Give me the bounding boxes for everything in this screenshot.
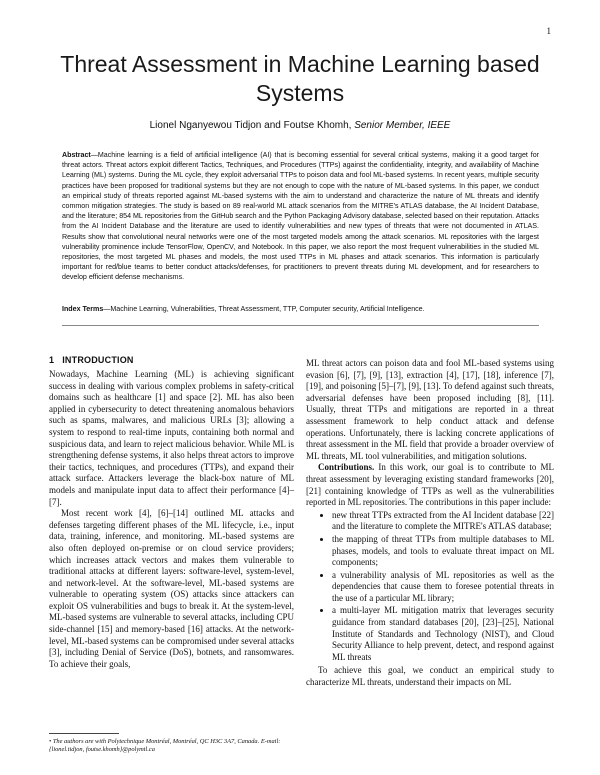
author-role: Senior Member, IEEE (354, 120, 451, 131)
author-names: Lionel Nganyewou Tidjon and Foutse Khomh, (149, 120, 355, 131)
goal-paragraph: To achieve this goal, we conduct an empirical study to characterize ML threats, understand their impacts on ML (306, 665, 554, 688)
intro-paragraph-1: Nowadays, Machine Learning (ML) is achieving significant success in dealing with various complex problems in safety-critical domains such as healthcare [1] and space [2]. ML has also been applied in cybersecurity to detect threatening anomalous behaviors such as spams, malwares, and malicious URLs [3]; allowing a system to respond to real-time inputs, containing both normal and suspicious data, and learn to reject malicious behavior. While ML is strengthening defense systems, it also helps threat actors to improve their tactics, techniques, and procedures (TTPs), and expand their attack surface. Attackers leverage the black-box nature of ML models and manipulate input data to affect their performance [4]–[7]. (49, 369, 294, 507)
intro-paragraph-2: Most recent work [4], [6]–[14] outlined ML attacks and defenses targeting different phases of the ML lifecycle, i.e., input data, training, inference, and monitoring. ML-based systems are also often deployed on-premise or on cloud service providers; which increases attack vectors and makes them vulnerable to traditional attacks at different layers: software-level, system-level, and network-level. At the software-level, ML-based systems are vulnerable to operating system (OS) attacks since attackers can exploit OS vulnerabilities and bugs to break it. At the system-level, ML-based systems are vulnerable to several attacks, including CPU side-channel [15] and memory-based [16] attacks. At the network-level, ML-based systems can be compromised under several attacks [3], including Denial of Service (DoS), botnets, and ransomwares. To achieve their goals, (49, 508, 294, 669)
abstract-label: Abstract (62, 151, 91, 159)
list-item: • new threat TTPs extracted from the AI Incident database [22] and the literature to complete the MITRE's ATLAS database; (332, 510, 554, 533)
list-item: • a multi-layer ML mitigation matrix that leverages security guidance from standard databases [20], [23]–[25], National Institute of Standards and Technology (NIST), and Cloud Security Alliance to help prevent, detect, and respond against ML threats (332, 605, 554, 663)
index-terms-label: Index Terms (62, 305, 104, 313)
footnote-rule (49, 733, 119, 734)
list-item: • the mapping of threat TTPs from multiple databases to ML phases, models, and tools to evaluate threat impact on ML components; (332, 534, 554, 569)
page-number: 1 (546, 26, 551, 36)
section-title: INTRODUCTION (62, 355, 134, 365)
section-heading (49, 355, 294, 365)
index-terms (62, 304, 539, 314)
paper-title: Threat Assessment in Machine Learning based Systems (60, 51, 540, 106)
right-column (306, 358, 554, 689)
separator-rule (62, 325, 539, 326)
contributions-paragraph (306, 462, 554, 508)
contributions-label: Contributions. (318, 462, 375, 473)
author-line (30, 119, 570, 132)
abstract (62, 150, 539, 283)
list-item: • a vulnerability analysis of ML repositories as well as the dependencies that cause them to foresee potential threats in the use of a particular ML library; (332, 570, 554, 605)
contributions-list (306, 510, 554, 664)
section-number: 1 (49, 355, 55, 365)
contributions-text: In this work, our goal is to contribute to ML threat assessment by leveraging existing standard frameworks [20], [21] containing knowledge of TTPs as well as the vulnerabilities reported in ML repositories. The contributions in this paper include: (306, 462, 554, 508)
index-terms-text: —Machine Learning, Vulnerabilities, Threat Assessment, TTP, Computer security, Artificial Intelligence. (103, 305, 425, 313)
left-column (49, 355, 294, 670)
footnote-text: The authors are with Polytechnique Montréal, Montréal, QC H3C 3A7, Canada. E-mail: {lionel.tidjon, foutse.khomh}@polymtl.ca (49, 738, 281, 754)
author-footnote: • The authors are with Polytechnique Montréal, Montréal, QC H3C 3A7, Canada. E-mail: {lionel.tidjon, foutse.khomh}@polymtl.ca (49, 738, 281, 754)
intro-paragraph-3: ML threat actors can poison data and fool ML-based systems using evasion [6], [7], [9], [13], extraction [4], [17], [18], inference [7], [19], and poisoning [5]–[7], [9], [13]. To defend against such threats, adversarial defenses have been proposed including [8], [11]. Usually, threat TTPs and mitigations are reported in a threat assessment framework to help conduct attack and defense operations. Unfortunately, there is lacking concrete applications of threat assessment in the ML field that provide a broader overview of ML threats, ML tool vulnerabilities, and mitigation solutions. (306, 358, 554, 461)
abstract-text: —Machine learning is a field of artificial intelligence (AI) that is becoming essential for several critical systems, making it a good target for threat actors. Threat actors exploit different Tactics, Techniques, and Procedures (TTPs) against the confidentiality, integrity, and availability of Machine Learning (ML) systems. During the ML cycle, they exploit adversarial TTPs to poison data and fool ML-based systems. In recent years, multiple security practices have been proposed for traditional systems but they are not enough to cope with the nature of ML-based systems. In this paper, we conduct an empirical study of threats reported against ML-based systems with the aim to understand and characterize the nature of ML threats and identify common mitigation strategies. The study is based on 89 real-world ML attack scenarios from the MITRE's ATLAS database, the AI Incident Database, and the literature; 854 ML repositories from the GitHub search and the Python Packaging Advisory database, selected based on their reputation. Attacks from the AI Incident Database and the literature are used to identify vulnerabilities and new types of threats that were not documented in ATLAS. Results show that convolutional neural networks were one of the most targeted models among the attack scenarios. ML repositories with the largest vulnerability prominence include TensorFlow, OpenCV, and Notebook. In this paper, we also report the most frequent vulnerabilities in the studied ML repositories, the most targeted ML phases and models, the most used TTPs in ML phases and attack scenarios. This information is particularly important for red/blue teams to better conduct attacks/defenses, for practitioners to prevent threats during ML development, and for researchers to develop efficient defense mechanisms. (62, 151, 539, 282)
